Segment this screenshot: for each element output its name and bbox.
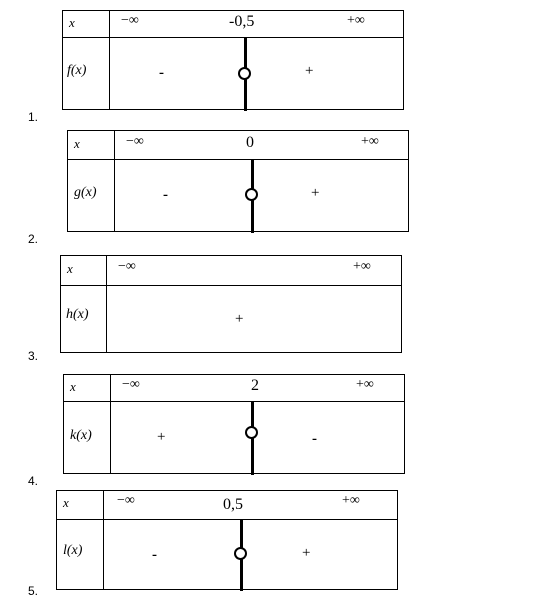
zero-marker xyxy=(243,159,261,233)
variable-label: x xyxy=(63,495,69,510)
critical-value: -0,5 xyxy=(229,13,255,30)
right-sign: + xyxy=(305,63,314,79)
left-sign: - xyxy=(152,547,157,563)
left-bound: −∞ xyxy=(126,134,144,149)
sign-table-k xyxy=(63,374,405,474)
critical-value: 0 xyxy=(246,134,254,151)
zero-marker xyxy=(232,519,250,591)
variable-label: x xyxy=(74,136,80,151)
right-bound: +∞ xyxy=(347,13,365,28)
variable-label: x xyxy=(67,261,73,276)
zero-marker xyxy=(236,37,254,111)
item-number: 5. xyxy=(28,584,39,598)
function-label: g(x) xyxy=(74,185,97,200)
left-bound: −∞ xyxy=(118,259,136,274)
item-number: 3. xyxy=(28,349,39,363)
critical-value: 2 xyxy=(251,377,259,394)
right-bound: +∞ xyxy=(353,259,371,274)
variable-label: x xyxy=(70,379,76,394)
left-bound: −∞ xyxy=(122,377,140,392)
right-sign: - xyxy=(312,431,317,447)
sign-table-l xyxy=(56,490,398,590)
sign-table-g xyxy=(67,130,409,232)
left-bound: −∞ xyxy=(117,493,135,508)
left-bound: −∞ xyxy=(121,13,139,28)
variable-label: x xyxy=(69,15,75,30)
right-bound: +∞ xyxy=(356,377,374,392)
function-label: l(x) xyxy=(63,543,83,558)
left-sign: + xyxy=(157,429,166,445)
sign-table-h xyxy=(60,255,402,353)
critical-value: 0,5 xyxy=(223,496,243,513)
item-number: 4. xyxy=(28,474,39,488)
right-bound: +∞ xyxy=(342,493,360,508)
item-number: 2. xyxy=(28,232,39,246)
right-sign: + xyxy=(302,545,311,561)
right-bound: +∞ xyxy=(361,134,379,149)
right-sign: + xyxy=(311,185,320,201)
function-label: k(x) xyxy=(70,428,92,443)
sign: + xyxy=(235,311,244,327)
function-label: f(x) xyxy=(67,63,87,78)
left-sign: - xyxy=(163,187,168,203)
function-label: h(x) xyxy=(66,307,89,322)
left-sign: - xyxy=(159,65,164,81)
sign-table-f xyxy=(62,10,404,110)
zero-marker xyxy=(243,401,261,475)
item-number: 1. xyxy=(28,110,39,124)
